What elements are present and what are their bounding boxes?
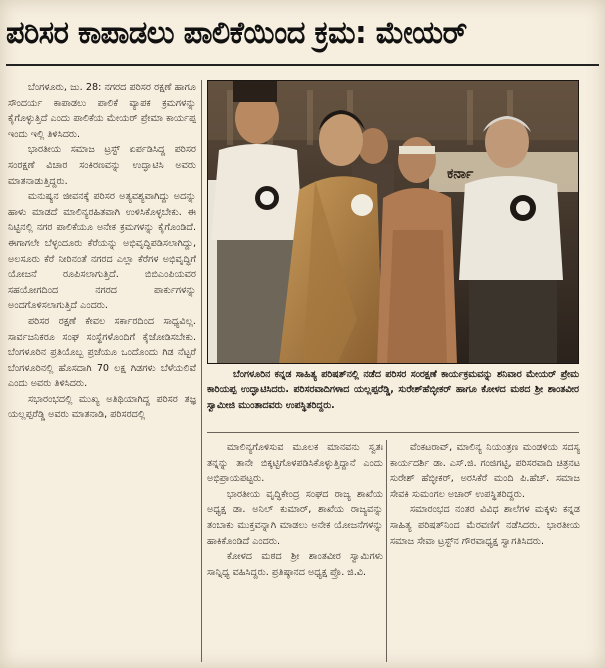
paragraph: ಬೆಂಗಳೂರು, ಜು. 28: ನಗರದ ಪರಿಸರ ರಕ್ಷಣೆ ಹಾಗೂ ಸೌಂದರ್ಯ ಕಾಪಾಡಲು ಪಾಲಿಕೆ ವ್ಯಾಪಕ ಕ್ರಮಗಳನ್ನು ಕೈಗೊಳ್ಳುತ್ತಿದೆ ಎಂದು ಪಾಲಿಕೆಯ ಮೇಯರ್ ಪ್ರೇಮಾ ಕಾರ್ಯಪ್ಪ ಇಂದು ಇಲ್ಲಿ ತಿಳಿಸಿದರು. (8, 82, 196, 140)
paragraph: ಭಾರತೀಯ ಸಮಾಜ ಟ್ರಸ್ಟ್ ಏರ್ಪಡಿಸಿದ್ದ ಪರಿಸರ ಸಂರಕ್ಷಣೆ ವಿಚಾರ ಸಂಕಿರಣವನ್ನು ಉದ್ಘಾಟಿಸಿ ಅವರು ಮಾತನಾಡುತ್ತಿದ್ದರು. (8, 144, 196, 187)
column-divider (386, 440, 387, 662)
paragraph: ಭಾರತೀಯ ವೃದ್ಧಿಕೇಂದ್ರ ಸಂಘದ ರಾಜ್ಯ ಶಾಖೆಯ ಅಧ್ಯಕ್ಷ ಡಾ. ಅನಿಲ್ ಕುಮಾರ್, ಶಾಖೆಯ ರಾಜ್ಯವನ್ನು ತಂಬಾಕು ಮುಕ್ತವನ್ನಾಗಿ ಮಾಡಲು ಅನೇಕ ಯೋಜನೆಗಳನ್ನು ಹಾಕಿಕೊಂಡಿದೆ ಎಂದರು. (207, 488, 383, 547)
column-divider (201, 80, 202, 662)
article-column-2 (207, 440, 383, 662)
caption-text: ಬೆಂಗಳೂರಿನ ಕನ್ನಡ ಸಾಹಿತ್ಯ ಪರಿಷತ್‌ನಲ್ಲಿ ನಡೆದ ಪರಿಸರ ಸಂರಕ್ಷಣೆ ಕಾರ್ಯಕ್ರಮವನ್ನು ಶನಿವಾರ ಮೇಯರ್ ಪ್ರೇಮ ಕಾರಿಯಪ್ಪ ಉದ್ಘಾಟಿಸಿದರು. ಪರಿಸರವಾದಿಗಳಾದ ಯಲ್ಲಪ್ಪರೆಡ್ಡಿ, ಸುರೇಶ್‌ಹೆಬ್ಳೀಕರ್ ಹಾಗೂ ಕೋಳದ ಮಠದ ಶ್ರೀ ಶಾಂತವೀರ ಸ್ವಾಮೀಜಿ ಮುಂತಾದವರು ಉಪಸ್ಥಿತರಿದ್ದರು. (207, 369, 579, 411)
caption-rule (207, 432, 579, 433)
banner-text: ಕರ್ನಾ (447, 166, 474, 182)
article-column-3 (390, 440, 580, 662)
paragraph: ಮನುಷ್ಯನ ಜೀವನಕ್ಕೆ ಪರಿಸರ ಅತ್ಯವಶ್ಯವಾಗಿದ್ದು ಅದನ್ನು ಹಾಳು ಮಾಡದೆ ಮಾಲಿನ್ಯರಹಿತವಾಗಿ ಉಳಿಸಿಕೊಳ್ಳಬೇಕು. ಈ ನಿಟ್ಟಿನಲ್ಲಿ ನಗರ ಪಾಲಿಕೆಯೂ ಅನೇಕ ಕ್ರಮಗಳನ್ನು ಕೈಗೊಂಡಿದೆ. ಈಗಾಗಲೇ ಬೆಳ್ಳಂದೂರು ಕೆರೆಯನ್ನು ಅಭಿವೃದ್ಧಿಪಡಿಸಲಾಗಿದ್ದು, ಅಲಸೂರು ಕೆರೆ ನೀರಿನಂತೆ ನಗರದ ಎಲ್ಲಾ ಕೆರೆಗಳ ಅಭಿವೃದ್ಧಿಗೆ ಯೋಜನೆ ರೂಪಿಸಲಾಗುತ್ತಿದೆ. ಬಿಬಿಎಂಪಿಯವರ ಸಹಯೋಗದಿಂದ ನಗರದ ಪಾರ್ಕುಗಳನ್ನು ಅಂದಗೊಳಿಸಲಾಗುತ್ತಿದೆ ಎಂದರು. (8, 191, 196, 312)
paragraph: ಸಭಾರಂಭದಲ್ಲಿ ಮುಖ್ಯ ಅತಿಥಿಯಾಗಿದ್ದ ಪರಿಸರ ತಜ್ಞ ಯಲ್ಲಪ್ಪರೆಡ್ಡಿ ಅವರು ಮಾತನಾಡಿ, ಪರಿಸರದಲ್ಲಿ (8, 393, 196, 421)
article-column-1 (8, 80, 196, 664)
paragraph: ಸಮಾರಂಭದ ನಂತರ ವಿವಿಧ ಶಾಲೆಗಳ ಮಕ್ಕಳು ಕನ್ನಡ ಸಾಹಿತ್ಯ ಪರಿಷತ್‌ನಿಂದ ಮೆರವಣಿಗೆ ನಡೆಸಿದರು. ಭಾರತೀಯ ಸಮಾಜ ಸೇವಾ ಟ್ರಸ್ಟ್‌ನ ಗೌರವಾಧ್ಯಕ್ಷ ಸ್ವಾಗತಿಸಿದರು. (390, 504, 580, 547)
news-photo (207, 80, 579, 364)
headline-rule (6, 64, 599, 66)
photo-caption (207, 367, 579, 427)
ceremony-photo (207, 80, 579, 364)
paragraph: ವೆಂಕಟರಾವ್, ಮಾಲಿನ್ಯ ನಿಯಂತ್ರಣ ಮಂಡಳಿಯ ಸದಸ್ಯ ಕಾರ್ಯದರ್ಶಿ ಡಾ. ಎಸ್.ಜಿ. ಗಂಜಿಗಟ್ಟಿ, ಪರಿಸರವಾದಿ ಚಿತ್ರನಟ ಸುರೇಶ್ ಹೆಬ್ಳೀಕರ್, ಅರಸಿಕೆರೆ ಮಂದಿ ಪಿ.ಹೆಚ್. ಸಮಾಜ ಸೇವಕಿ ಸುಮಂಗಲ ಅಚಾರ್ ಉಪಸ್ಥಿತರಿದ್ದರು. (390, 442, 580, 500)
headline: ಪರಿಸರ ಕಾಪಾಡಲು ಪಾಲಿಕೆಯಿಂದ ಕ್ರಮ: ಮೇಯರ್ (6, 15, 467, 51)
paragraph: ಕೋಳದ ಮಠದ ಶ್ರೀ ಶಾಂತವೀರ ಸ್ವಾಮಿಗಳು ಸಾನ್ನಿಧ್ಯ ವಹಿಸಿದ್ದರು. ಪ್ರತಿಷ್ಠಾನದ ಅಧ್ಯಕ್ಷ ಪ್ರೊ. ಜಿ.ವಿ. (207, 551, 383, 578)
paragraph: ಮಾಲಿನ್ಯಗೊಳಿಸುವ ಮೂಲಕ ಮಾನವನು ಸ್ವತಃ ತನ್ನನ್ನು ತಾನೇ ಬಿಕ್ಕಟ್ಟಿಗೊಳಪಡಿಸಿಕೊಳ್ಳುತ್ತಿದ್ದಾನೆ ಎಂದು ಅಭಿಪ್ರಾಯಪಟ್ಟರು. (207, 442, 383, 485)
paragraph: ಪರಿಸರ ರಕ್ಷಣೆ ಕೇವಲ ಸರ್ಕಾರದಿಂದ ಸಾಧ್ಯವಿಲ್ಲ. ಸಾರ್ವಜನಿಕರೂ ಸಂಘ ಸಂಸ್ಥೆಗಳೊಂದಿಗೆ ಕೈಜೋಡಿಸಬೇಕು. ಬೆಂಗಳೂರಿನ ಪ್ರತಿಯೊಬ್ಬ ಪ್ರಜೆಯೂ ಒಂದೊಂದು ಗಿಡ ನೆಟ್ಟರೆ ಬೆಂಗಳೂರಿನಲ್ಲಿ ಹೊಸದಾಗಿ 70 ಲಕ್ಷ ಗಿಡಗಳು ಬೆಳೆಯಲಿವೆ ಎಂದು ಅವರು ತಿಳಿಸಿದರು. (8, 315, 196, 390)
